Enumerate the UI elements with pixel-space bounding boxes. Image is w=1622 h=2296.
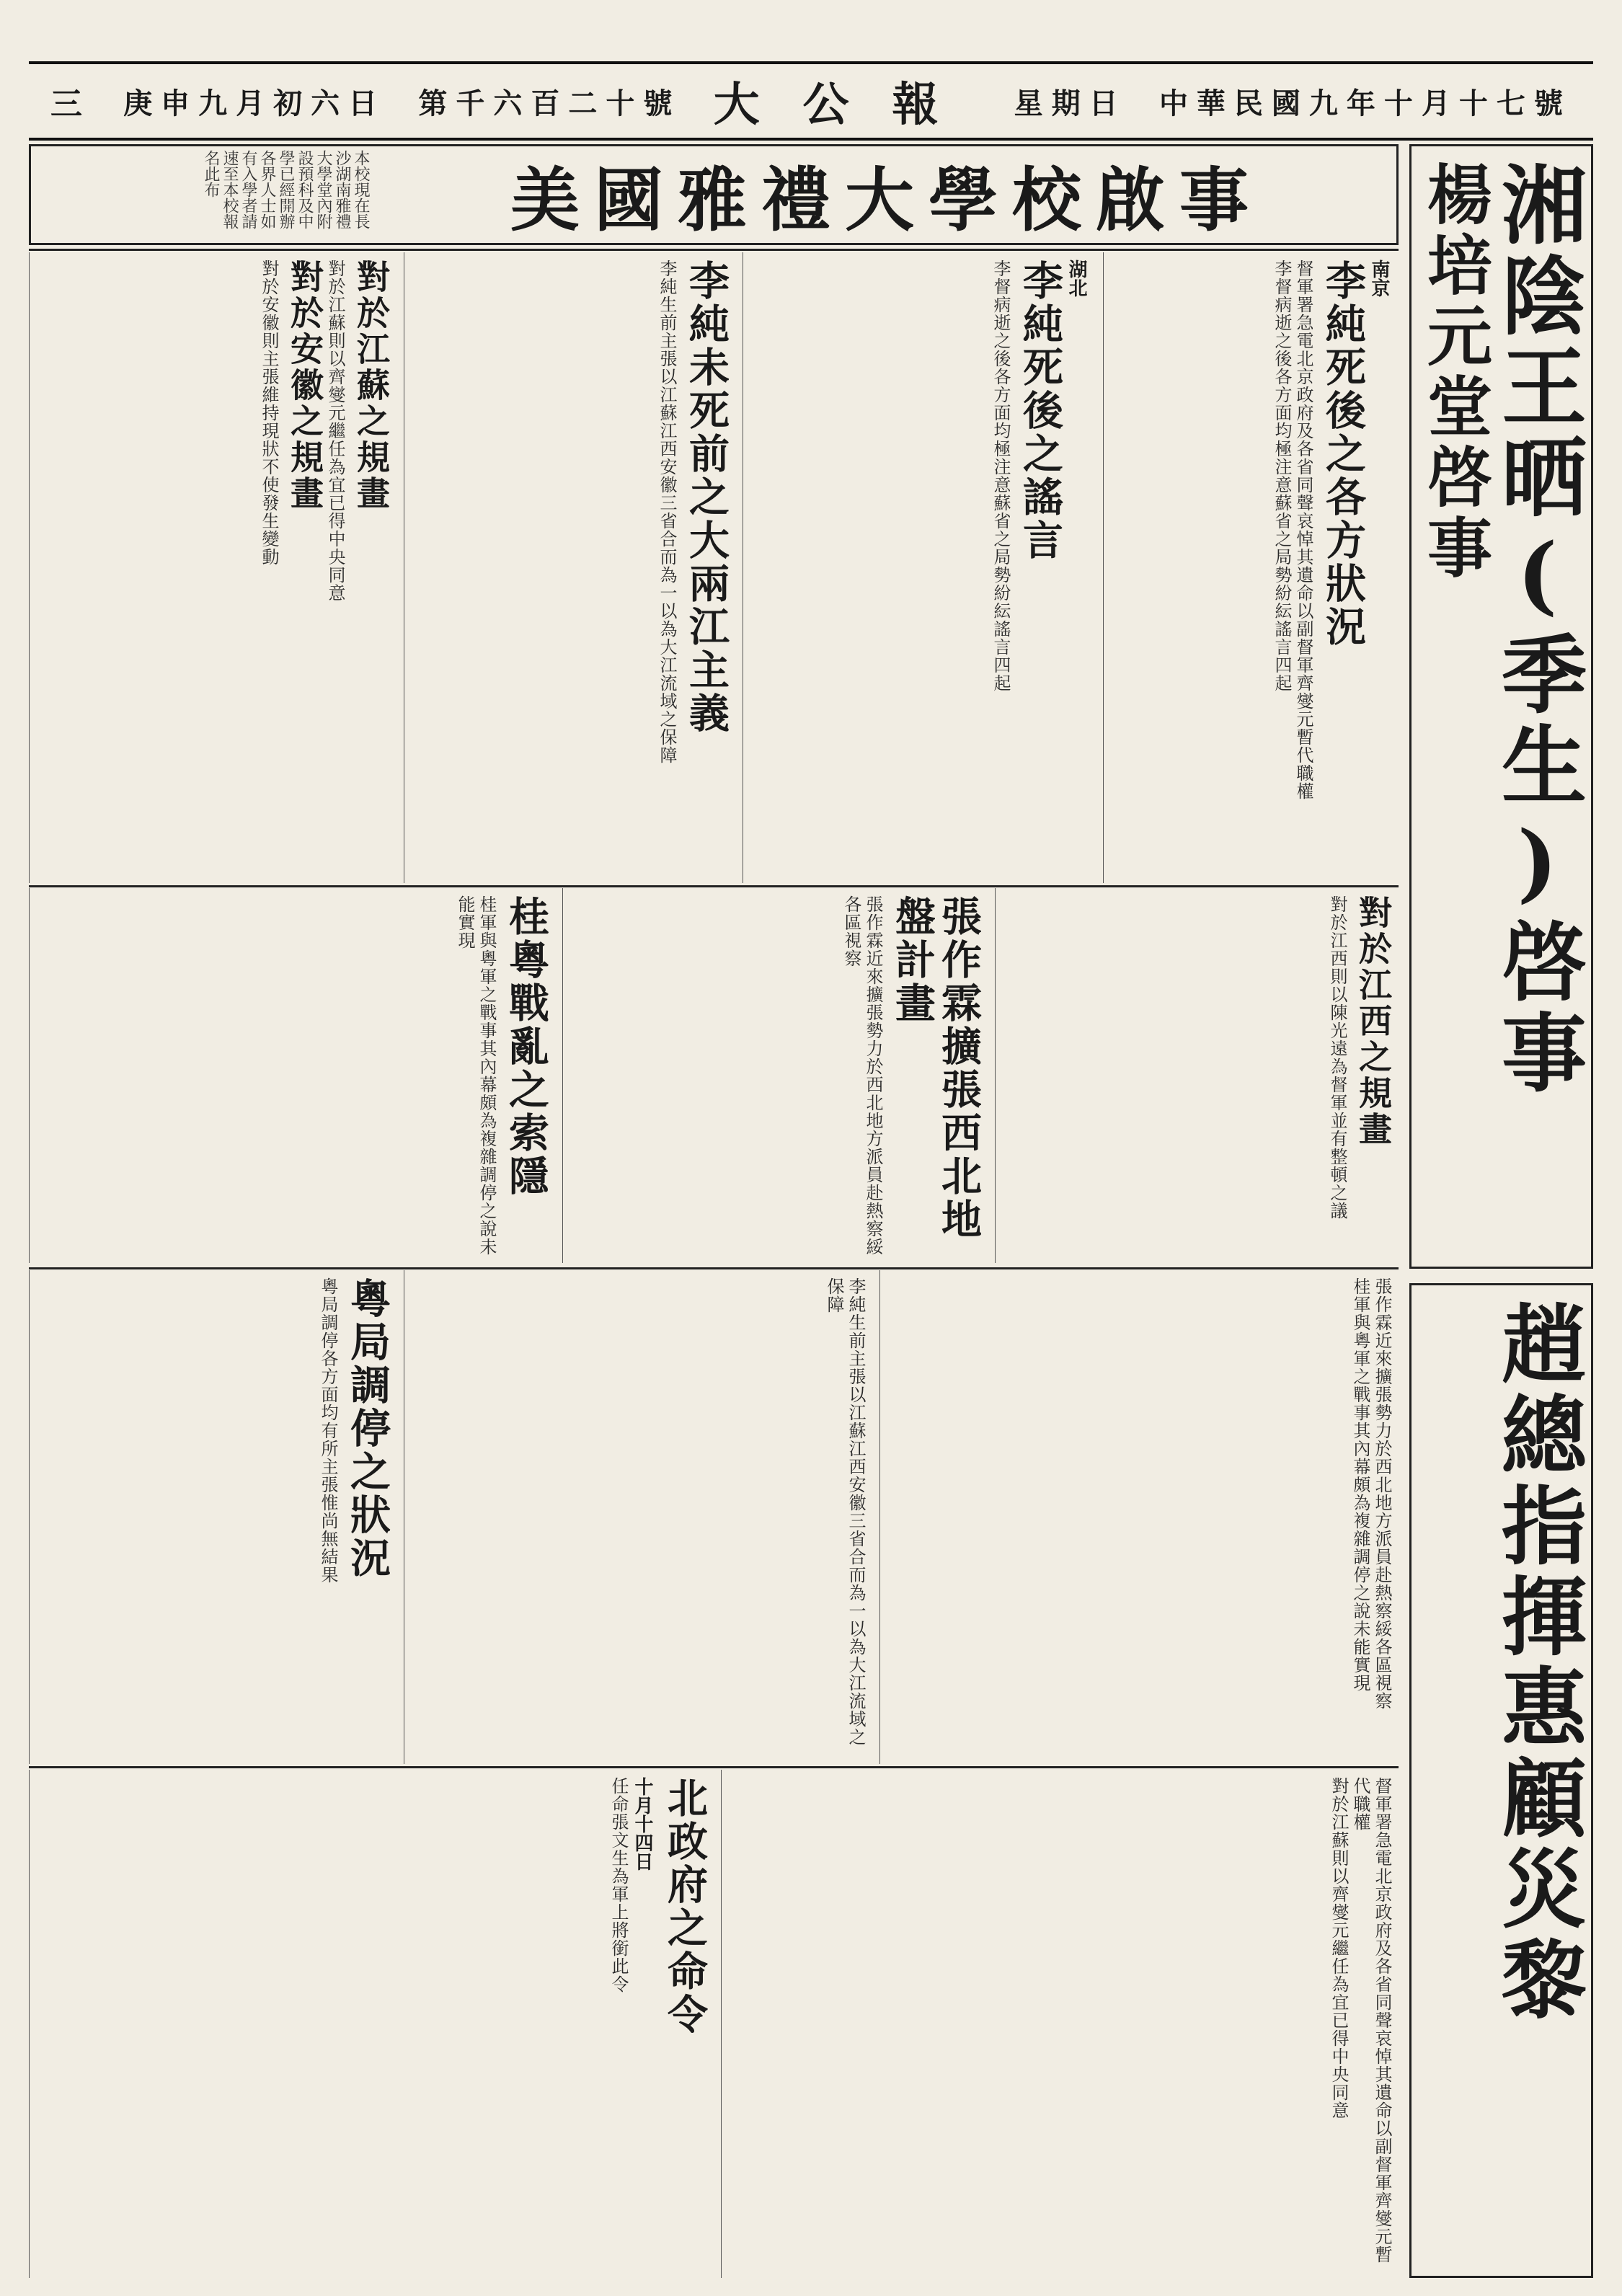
banner-ad: [29, 144, 1399, 245]
article-body: 桂軍與粵軍之戰事其內幕頗為複雜調停之說未能實現: [455, 895, 497, 1256]
article-headline: 李純死後之各方狀況: [1319, 260, 1367, 649]
article-body: 李純生前主張以江蘇江西安徽三省合而為一以為大江流域之保障: [824, 1277, 866, 1746]
article-body: 任命張文生為軍上將銜此令: [608, 1777, 629, 1993]
article-headline: 北政府之命令: [661, 1777, 709, 2036]
article-body: 督軍署急電北京政府及各省同聲哀悼其遺命以副督軍齊燮元暫代職權: [1293, 260, 1313, 800]
article-body-continued: [879, 1270, 1399, 1764]
article-body: 桂軍與粵軍之戰事其內幕頗為複雜調停之說未能實現: [1350, 1277, 1370, 1692]
article-li-chun-status: [1103, 252, 1399, 883]
section-divider: [29, 1267, 1399, 1269]
article-yue-mediation: [29, 1270, 396, 1764]
article-jiangxi: [995, 888, 1399, 1263]
article-body-continued: [404, 1270, 872, 1764]
article-body: 張作霖近來擴張勢力於西北地方派員赴熱察綏各區視察: [841, 895, 883, 1256]
article-headline: 粵局調停之狀況: [344, 1277, 391, 1580]
article-beijing-orders: [29, 1770, 714, 2278]
section-divider: [29, 249, 1399, 251]
banner-notice: 本校現在長沙湖南雅禮大學堂內附設預科及中學已經開辦各界人士如有入學者請速至本校報名此布: [202, 150, 370, 229]
banner-title: 美國雅禮大學校啟事: [510, 159, 1263, 241]
article-liang-jiang: [404, 252, 735, 883]
article-body: 粵局調停各方面均有所主張惟尚無結果: [318, 1277, 338, 1584]
article-body: 對於江西則以陳光遠為督軍並有整頓之議: [1327, 895, 1347, 1220]
masthead-weekday: 星期日: [1014, 86, 1127, 120]
article-headline: 對於江西之規畫: [1354, 895, 1393, 1148]
article-gui-yue-war: [29, 888, 555, 1263]
article-zhang-zuolin: [562, 888, 988, 1263]
article-headline: 對於江蘇之規畫: [352, 260, 391, 512]
article-headline: 李純死後之謠言: [1016, 260, 1064, 562]
masthead: [29, 61, 1593, 141]
article-body: 對於江蘇則以齊燮元繼任為宜已得中央同意: [1329, 1777, 1349, 2119]
article-jiangsu-anhui: [29, 252, 396, 883]
section-divider: [29, 885, 1399, 887]
section-divider: [29, 1766, 1399, 1768]
article-body: 督軍署急電北京政府及各省同聲哀悼其遺命以副督軍齊燮元暫代職權: [1350, 1777, 1392, 2264]
article-body-continued: [721, 1770, 1399, 2278]
ad-zhao-title: 趙總指揮惠顧災黎: [1487, 1300, 1587, 2026]
article-body: 李純生前主張以江蘇江西安徽三省合而為一以為大江流域之保障: [657, 260, 677, 764]
ad-xiangyin-title: 湘陰王晒(季生)啓事: [1487, 161, 1587, 1099]
article-dateline: 十月十四日: [631, 1777, 653, 1871]
masthead-issue: 第千六百二十號: [418, 86, 681, 120]
article-body: 張作霖近來擴張勢力於西北地方派員赴熱察綏各區視察: [1372, 1277, 1392, 1710]
article-body: 對於安徽則主張維持現狀不使發生變動: [259, 260, 279, 566]
ad-xiangyin: [1409, 144, 1593, 1269]
page-number: 三: [50, 86, 91, 123]
article-dateline: 南京: [1368, 260, 1390, 297]
masthead-date: 中華民國九年十月十七號: [1158, 86, 1572, 120]
article-headline: 桂粵戰亂之索隱: [502, 895, 550, 1198]
ad-yangpeiyuan-title: 楊培元堂啓事: [1416, 161, 1492, 585]
masthead-lunar-date: 庚申九月初六日: [123, 86, 386, 120]
article-body: 對於江蘇則以齊燮元繼任為宜已得中央同意: [325, 260, 345, 602]
article-li-chun-rumor: [743, 252, 1096, 883]
article-headline: 張作霖擴張西北地盤計畫: [889, 895, 983, 1241]
article-body: 李督病逝之後各方面均極注意蘇省之局勢紛紜謠言四起: [1272, 260, 1292, 692]
article-dateline: 湖北: [1065, 260, 1087, 297]
ad-zhao: [1409, 1283, 1593, 2278]
paper-name: 大公報: [713, 78, 982, 132]
article-headline: 對於安徽之規畫: [285, 260, 324, 512]
article-body: 李督病逝之後各方面均極注意蘇省之局勢紛紜謠言四起: [991, 260, 1011, 692]
article-headline: 李純未死前之大兩江主義: [683, 260, 730, 735]
